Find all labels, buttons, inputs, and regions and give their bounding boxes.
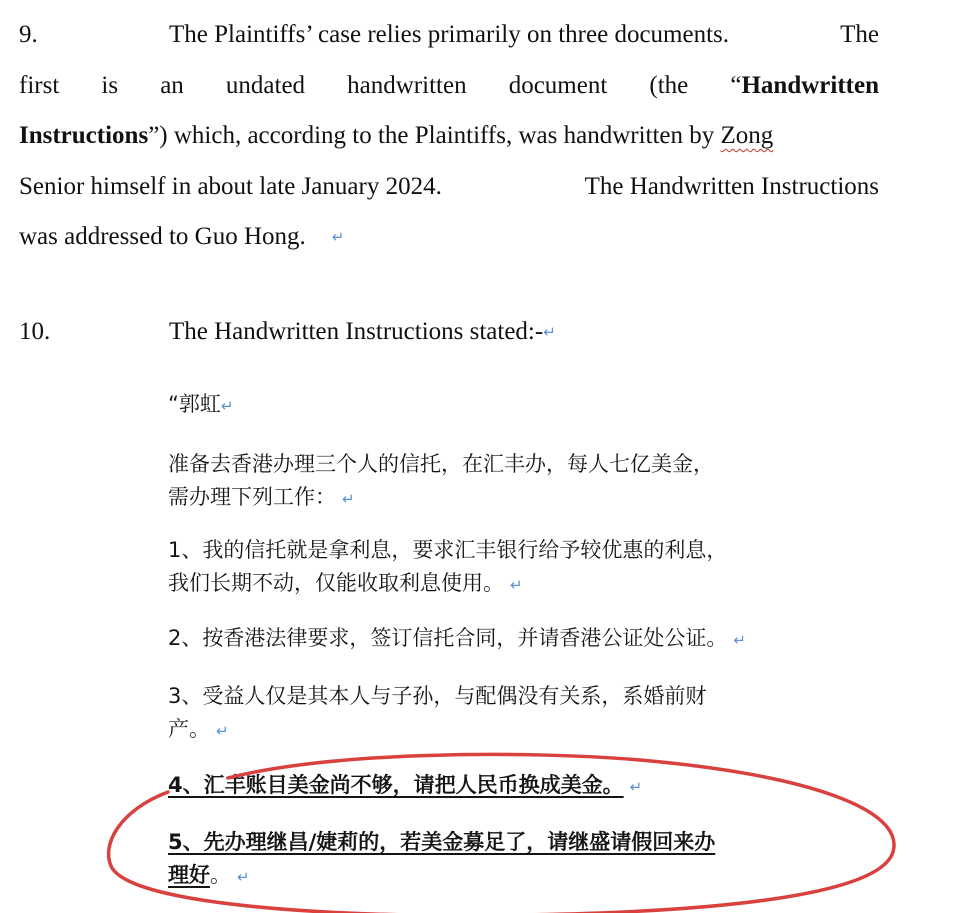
paragraph-mark-icon: ↵ (733, 631, 746, 649)
paragraph-mark-icon: ↵ (220, 397, 234, 415)
defined-term: Handwritten (741, 71, 879, 99)
paragraph-10 (19, 307, 879, 358)
paragraph-mark-icon: ↵ (331, 228, 345, 246)
quote-salutation: “郭虹↵ (168, 388, 828, 423)
paragraph-mark-icon: ↵ (543, 323, 556, 341)
quote-item-3: 3、受益人仅是其本人与子孙，与配偶没有关系，系婚前财 产。 ↵ (168, 680, 828, 748)
quote-intro: 准备去香港办理三个人的信托，在汇丰办，每人七亿美金， 需办理下列工作： ↵ (168, 448, 828, 516)
defined-term: Instructions (19, 122, 149, 149)
paragraph-mark-icon: ↵ (216, 722, 229, 740)
quote-item-2: 2、按香港法律要求，签订信托合同，并请香港公证处公证。 ↵ (168, 622, 828, 657)
paragraph-line: The Handwritten Instructions stated:- ↵ (169, 307, 879, 358)
paragraph-line: The Plaintiffs’ case relies primarily on three documents. The (169, 21, 879, 48)
paragraph-line: Senior himself in about late January 2024. The Handwritten Instructions (19, 172, 879, 200)
paragraph-line: was addressed to Guo Hong. ↵ (19, 212, 879, 263)
paragraph-line: first is an undated handwritten document (the “Handwritten (19, 71, 879, 99)
paragraph-9 (19, 10, 879, 263)
paragraph-number: 9. (19, 21, 38, 48)
spellcheck-word[interactable]: Zong (720, 122, 774, 149)
quote-item-5: 5、先办理继昌/婕莉的，若美金募足了，请继盛请假回来办 理好。 ↵ (168, 826, 828, 894)
paragraph-number: 10. (19, 318, 51, 345)
paragraph-mark-icon: ↵ (342, 490, 355, 508)
paragraph-mark-icon: ↵ (629, 778, 643, 796)
paragraph-line: Instructions ”) which, according to the Plaintiffs, was handwritten by Zong (19, 111, 879, 162)
paragraph-mark-icon: ↵ (510, 576, 523, 594)
quote-item-1: 1、我的信托就是拿利息，要求汇丰银行给予较优惠的利息， 我们长期不动，仅能收取利息使用。 ↵ (168, 534, 828, 602)
quote-item-4: 4、汇丰账目美金尚不够，请把人民币换成美金。 ↵ (168, 769, 828, 804)
paragraph-mark-icon: ↵ (237, 868, 250, 886)
